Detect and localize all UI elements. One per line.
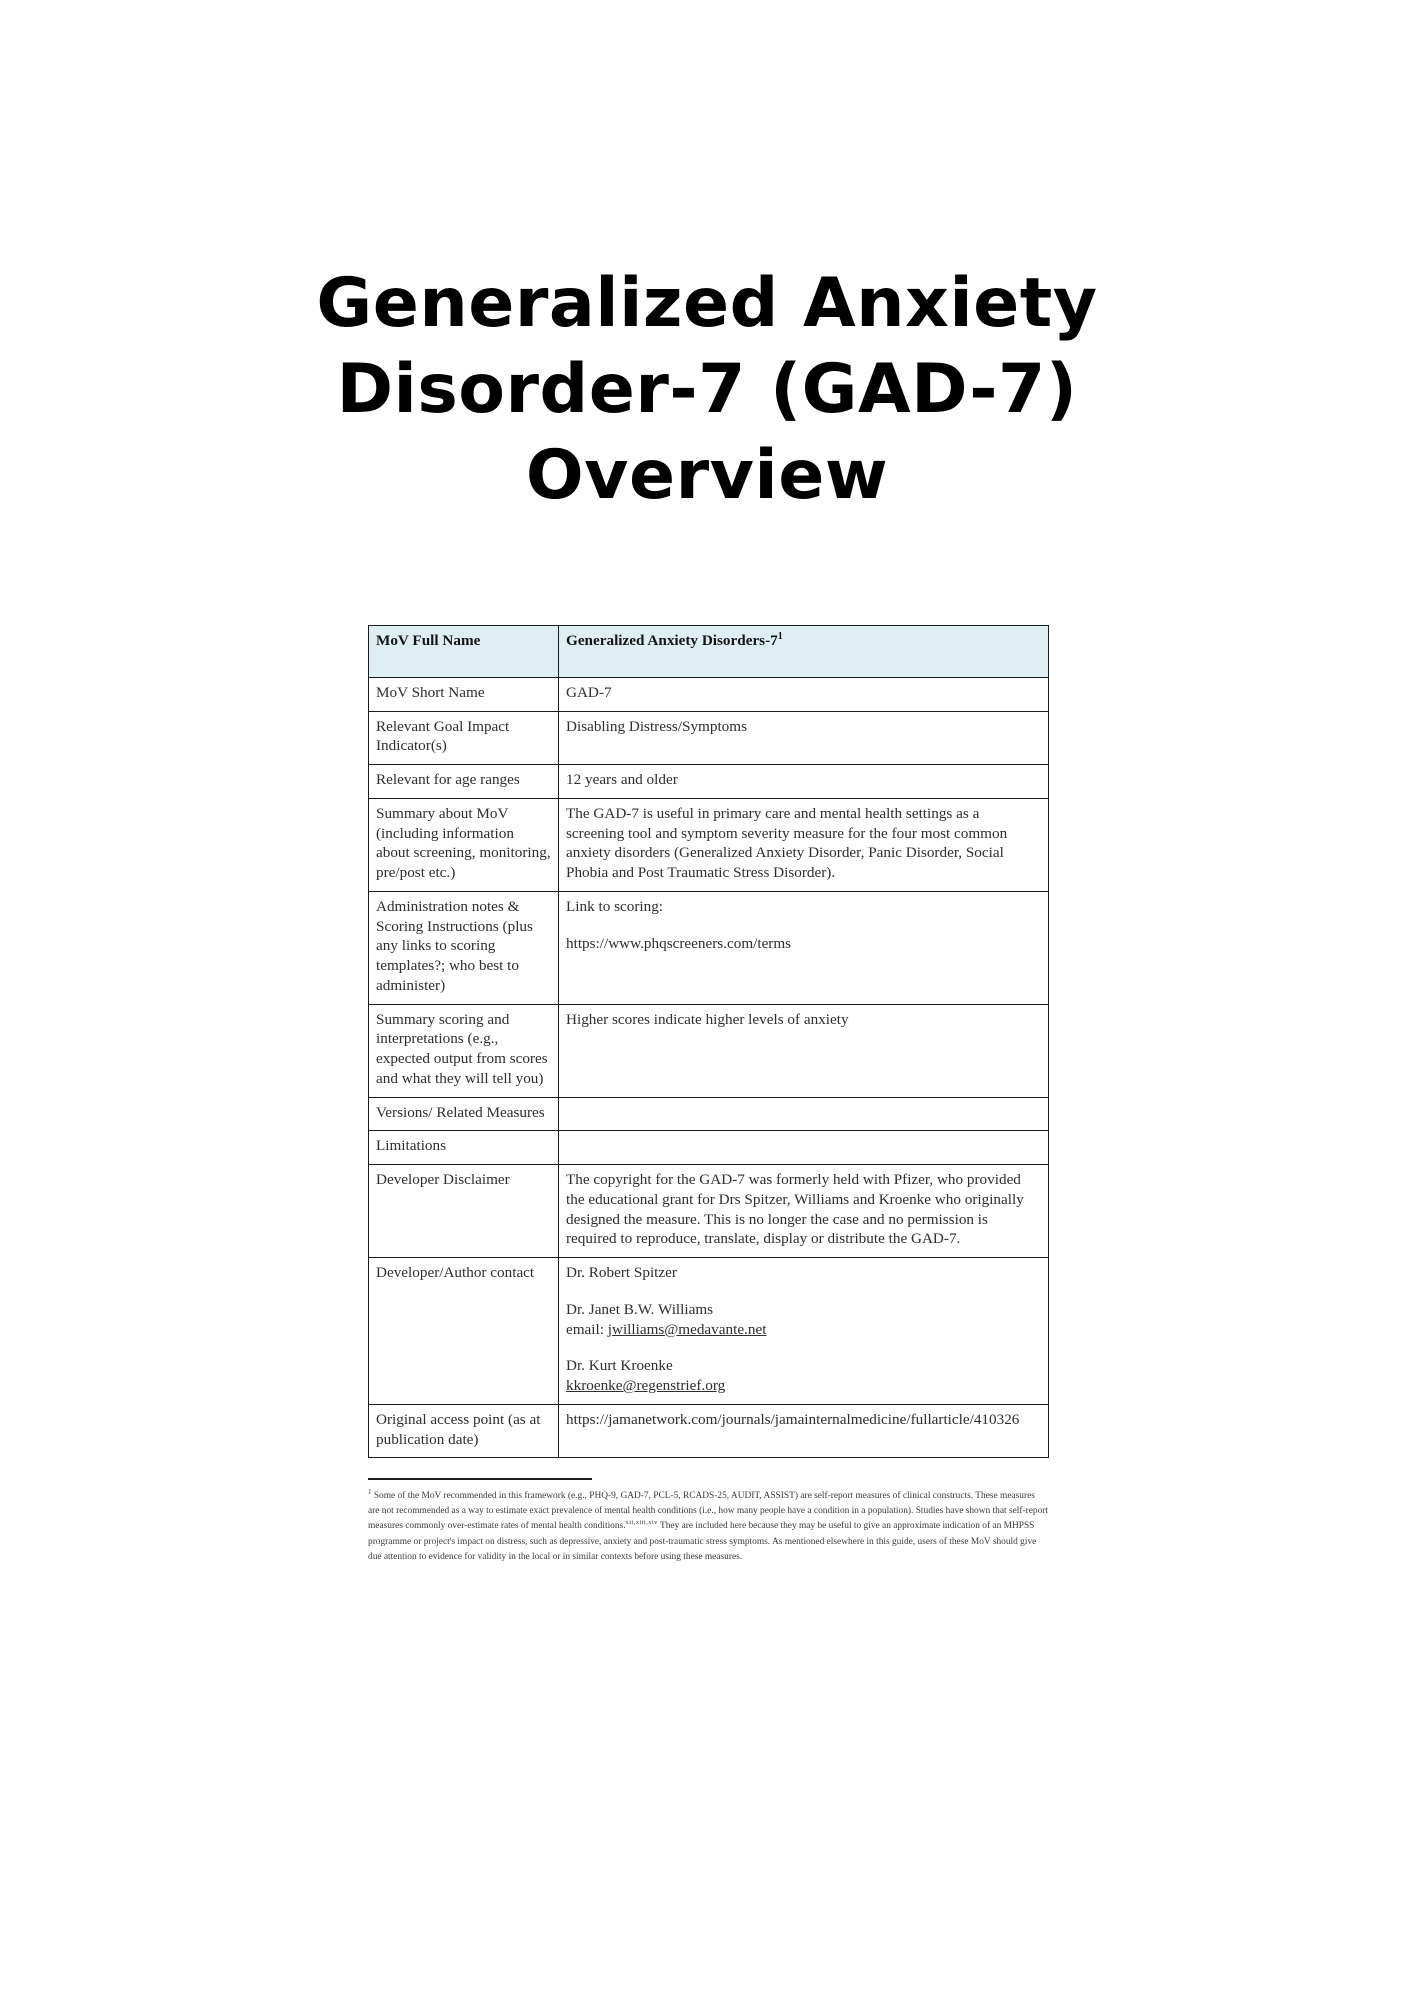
table-row — [369, 1165, 1049, 1258]
contact-email-label-williams: email: — [566, 1320, 608, 1338]
footnote-section — [368, 1478, 1048, 1565]
row-value-developer-author-contact — [559, 1258, 1049, 1405]
row-label-age-ranges: Relevant for age ranges — [369, 765, 559, 799]
header-value-cell — [559, 626, 1049, 678]
table-row — [369, 891, 1049, 1004]
row-label-summary-about-mov: Summary about MoV (including information about screening, monitoring, pre/post etc.) — [369, 798, 559, 891]
header-value-superscript: 1 — [777, 630, 783, 642]
header-value-text: Generalized Anxiety Disorders-7 — [566, 632, 778, 649]
contact-name-spitzer: Dr. Robert Spitzer — [566, 1264, 677, 1281]
footnote-part-2: They are included here because they may be useful to give an approximate indication of an MHPSS programme or project's impact on distress, such as depressive, anxiety and post-traumatic stress symptoms. As mentioned elsewhere in this guide, users of these MoV should give due attention to evidence for validity in the local or in similar contexts before using these measures. — [368, 1521, 1037, 1562]
row-value-versions-related-measures — [559, 1097, 1049, 1131]
row-label-goal-impact-indicator: Relevant Goal Impact Indicator(s) — [369, 711, 559, 765]
scoring-link[interactable]: https://www.phqscreeners.com/terms — [566, 934, 792, 952]
table-row — [369, 677, 1049, 711]
link-to-scoring-label: Link to scoring: — [566, 897, 664, 915]
row-value-summary-about-mov: The GAD-7 is useful in primary care and mental health settings as a screening tool and symptom severity measure for the four most common anxiety disorders (Generalized Anxiety Disorder, Panic Disorder, Social Phobia and Post Traumatic Stress Disorder). — [559, 798, 1049, 891]
mov-details-table — [368, 625, 1049, 1458]
contact-name-kroenke: Dr. Kurt Kroenke — [566, 1357, 673, 1375]
contact-email-williams[interactable]: jwilliams@medavante.net — [607, 1320, 767, 1338]
row-value-limitations — [559, 1131, 1049, 1165]
spacer — [566, 1339, 1041, 1356]
row-value-age-ranges: 12 years and older — [559, 765, 1049, 799]
table-header-row — [369, 626, 1049, 678]
table-row — [369, 1258, 1049, 1405]
row-label-versions-related-measures: Versions/ Related Measures — [369, 1097, 559, 1131]
contact-email-kroenke[interactable]: kkroenke@regenstrief.org — [566, 1377, 726, 1394]
row-value-developer-disclaimer: The copyright for the GAD-7 was formerly held with Pfizer, who provided the educational grant for Drs Spitzer, Williams and Kroenke who originally designed the measure. This is no longer the case and no permission is required to reproduce, translate, display or distribute the GAD-7. — [559, 1165, 1049, 1258]
footnote-separator — [368, 1478, 592, 1480]
footnote-body — [368, 1489, 1048, 1565]
contact-name-williams: Dr. Janet B.W. Williams — [566, 1300, 714, 1318]
table-row — [369, 1404, 1049, 1458]
row-label-developer-disclaimer: Developer Disclaimer — [369, 1165, 559, 1258]
row-value-summary-scoring: Higher scores indicate higher levels of anxiety — [559, 1004, 1049, 1097]
row-label-limitations: Limitations — [369, 1131, 559, 1165]
table-row — [369, 1131, 1049, 1165]
table-row — [369, 1004, 1049, 1097]
footnote-references: xii,xiii,xiv — [625, 1519, 658, 1527]
footnote-marker: 1 — [368, 1487, 372, 1496]
row-value-mov-short-name: GAD-7 — [559, 677, 1049, 711]
mov-table-container — [368, 625, 1048, 1458]
row-label-original-access-point: Original access point (as at publication date) — [369, 1404, 559, 1458]
page-title: Generalized Anxiety Disorder-7 (GAD-7) Overview — [316, 263, 1098, 516]
table-row — [369, 1097, 1049, 1131]
row-value-goal-impact-indicator: Disabling Distress/Symptoms — [559, 711, 1049, 765]
table-row — [369, 798, 1049, 891]
header-label-cell: MoV Full Name — [369, 626, 559, 678]
row-label-administration-notes: Administration notes & Scoring Instructions (plus any links to scoring templates?; who best to administer) — [369, 891, 559, 1004]
row-label-summary-scoring: Summary scoring and interpretations (e.g., expected output from scores and what they will tell you) — [369, 1004, 559, 1097]
row-value-original-access-point[interactable]: https://jamanetwork.com/journals/jamainternalmedicine/fullarticle/410326 — [559, 1404, 1049, 1458]
spacer — [566, 917, 1041, 934]
row-label-mov-short-name: MoV Short Name — [369, 677, 559, 711]
row-value-administration-notes — [559, 891, 1049, 1004]
row-label-developer-author-contact: Developer/Author contact — [369, 1258, 559, 1405]
table-row — [369, 765, 1049, 799]
table-row — [369, 711, 1049, 765]
footnote-part-1: Some of the MoV recommended in this framework (e.g., PHQ-9, GAD-7, PCL-5, RCADS-25, AUDIT, ASSIST) are self-report measures of clinical constructs. These measures are not recommended as a way to estimate exact prevalence of mental health conditions (i.e., how many people have a condition in a population). Studies have shown that self-report measures commonly over-estimate rates of mental health conditions. — [368, 1491, 1048, 1532]
spacer — [566, 1283, 1041, 1300]
